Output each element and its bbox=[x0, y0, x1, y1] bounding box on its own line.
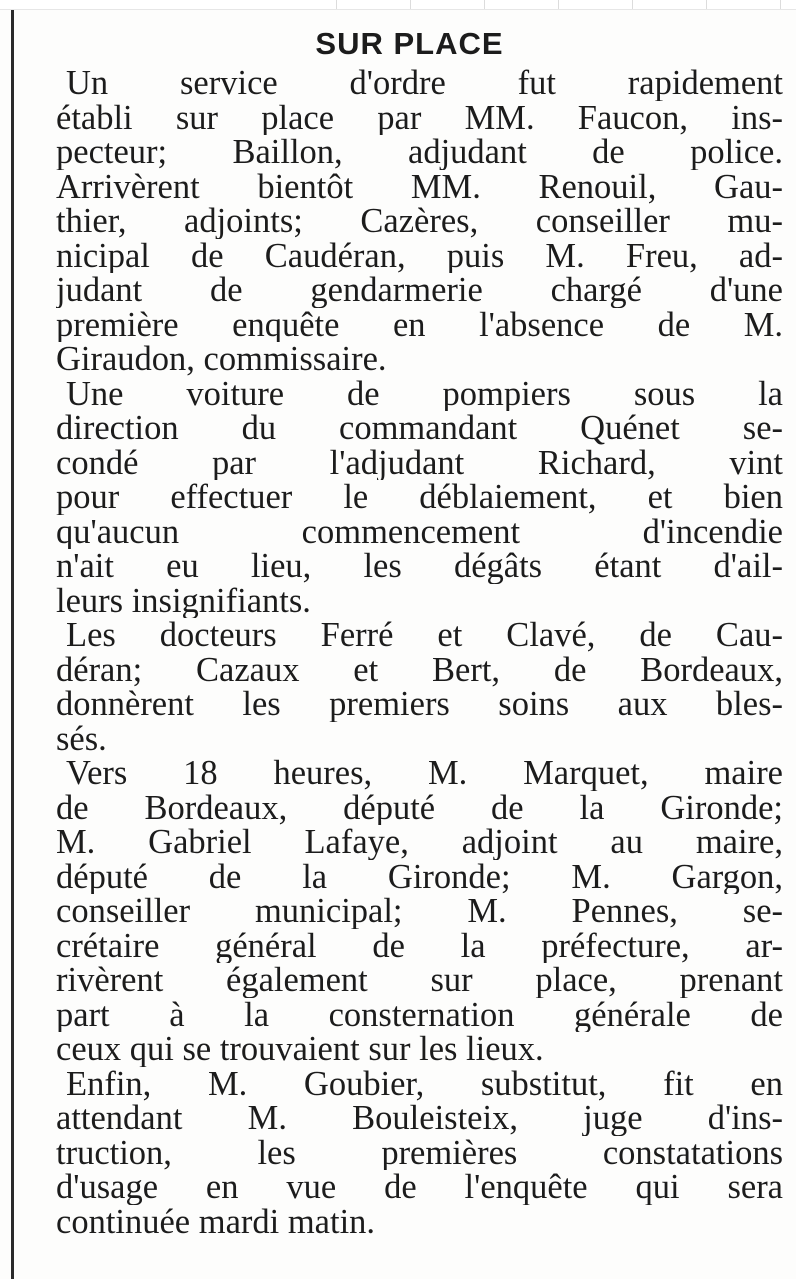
text-line: pecteur; Baillon, adjudant de police. bbox=[56, 135, 783, 170]
text-line: d'usage en vue de l'enquête qui sera bbox=[56, 1170, 783, 1205]
article-headline: SUR PLACE bbox=[315, 26, 504, 61]
text-line: de Bordeaux, député de la Gironde; bbox=[56, 790, 783, 825]
text-line: M. Gabriel Lafaye, adjoint au maire, bbox=[56, 825, 783, 860]
text-line: n'ait eu lieu, les dégâts étant d'ail- bbox=[56, 549, 783, 584]
text-line: part à la consternation générale de bbox=[56, 997, 783, 1032]
paragraph bbox=[56, 1067, 783, 1240]
article-body bbox=[56, 66, 783, 1239]
text-line: attendant M. Bouleisteix, juge d'ins- bbox=[56, 1101, 783, 1136]
text-line: député de la Gironde; M. Gargon, bbox=[56, 859, 783, 894]
text-line: leurs insignifiants. bbox=[56, 583, 311, 618]
paragraph bbox=[56, 66, 783, 377]
text-line: déran; Cazaux et Bert, de Bordeaux, bbox=[56, 652, 783, 687]
text-line: qu'aucun commencement d'incendie bbox=[56, 514, 783, 549]
text-line: judant de gendarmerie chargé d'une bbox=[56, 273, 783, 308]
text-line: condé par l'adjudant Richard, vint bbox=[56, 445, 783, 480]
article bbox=[56, 22, 783, 1239]
text-line: première enquête en l'absence de M. bbox=[56, 307, 783, 342]
text-line: donnèrent les premiers soins aux bles- bbox=[56, 687, 783, 722]
text-line: Arrivèrent bientôt MM. Renouil, Gau- bbox=[56, 169, 783, 204]
paragraph bbox=[56, 377, 783, 619]
paragraph bbox=[56, 756, 783, 1067]
strip-divider bbox=[410, 0, 411, 9]
strip-divider bbox=[632, 0, 633, 9]
text-line: direction du commandant Quénet se- bbox=[56, 411, 783, 446]
text-line: continuée mardi matin. bbox=[56, 1204, 376, 1239]
strip-divider bbox=[558, 0, 559, 9]
text-line: Un service d'ordre fut rapidement bbox=[66, 66, 783, 101]
text-line: pour effectuer le déblaiement, et bien bbox=[56, 480, 783, 515]
text-line: établi sur place par MM. Faucon, ins- bbox=[56, 100, 783, 135]
strip-divider bbox=[706, 0, 707, 9]
strip-divider bbox=[336, 0, 337, 9]
text-line: Enfin, M. Goubier, substitut, fit en bbox=[66, 1066, 783, 1101]
text-line: truction, les premières constatations bbox=[56, 1135, 783, 1170]
text-line: Vers 18 heures, M. Marquet, maire bbox=[66, 756, 783, 791]
top-edge-strip bbox=[0, 0, 796, 10]
text-line: thier, adjoints; Cazères, conseiller mu- bbox=[56, 204, 783, 239]
text-line: rivèrent également sur place, prenant bbox=[56, 963, 783, 998]
text-line: Les docteurs Ferré et Clavé, de Cau- bbox=[66, 618, 783, 653]
column-rule bbox=[11, 10, 14, 1279]
text-line: Giraudon, commissaire. bbox=[56, 342, 387, 377]
text-line: sés. bbox=[56, 721, 107, 756]
paragraph bbox=[56, 618, 783, 756]
strip-divider bbox=[484, 0, 485, 9]
text-line: nicipal de Caudéran, puis M. Freu, ad- bbox=[56, 238, 783, 273]
text-line: conseiller municipal; M. Pennes, se- bbox=[56, 894, 783, 929]
text-line: ceux qui se trouvaient sur les lieux. bbox=[56, 1032, 544, 1067]
strip-divider bbox=[780, 0, 781, 9]
text-line: crétaire général de la préfecture, ar- bbox=[56, 928, 783, 963]
text-line: Une voiture de pompiers sous la bbox=[66, 376, 783, 411]
